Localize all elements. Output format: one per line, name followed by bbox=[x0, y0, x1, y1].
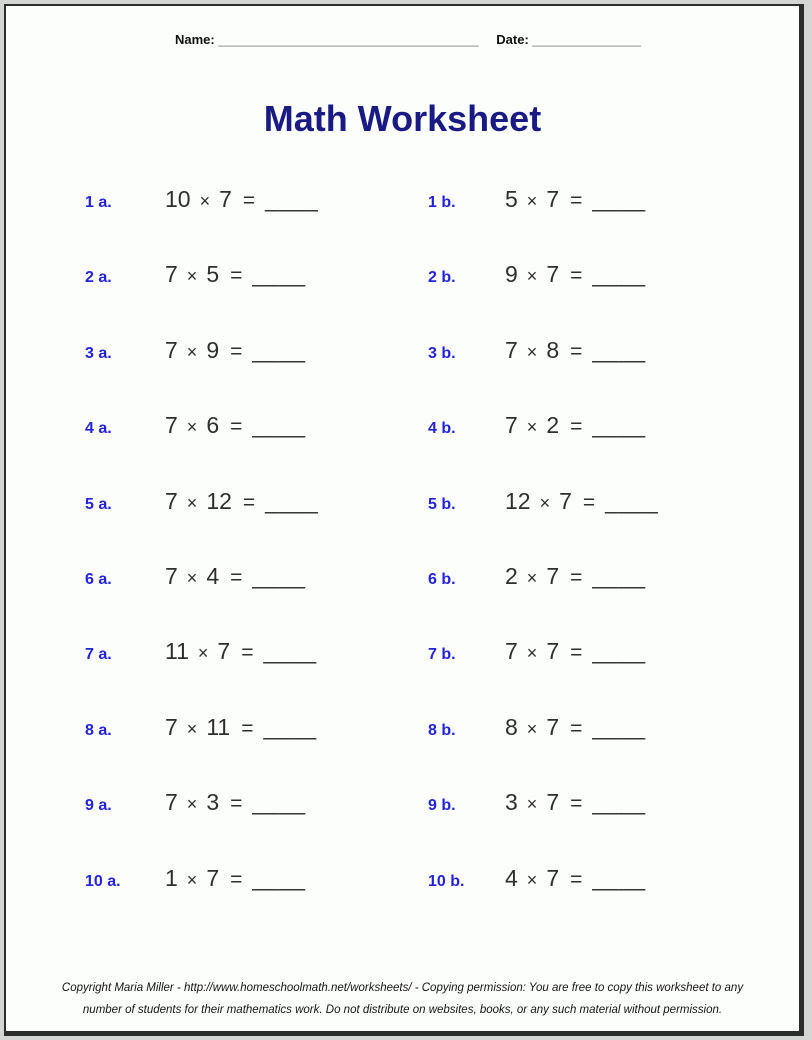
problem-expression bbox=[165, 563, 306, 590]
problem-label: 1 a. bbox=[85, 194, 112, 211]
factor: 5 bbox=[505, 186, 518, 212]
problem-cell-b bbox=[428, 563, 646, 638]
equals-sign: = bbox=[570, 264, 583, 288]
problem-label: 3 b. bbox=[428, 344, 456, 362]
footer-line-1: Copyright Maria Miller - http://www.homeschoolmath.net/worksheets/ - Copying permission: You are free to copy this worksheet to any bbox=[61, 982, 744, 994]
factor: 5 bbox=[206, 261, 220, 288]
problem-expression bbox=[505, 865, 646, 892]
equals-sign: = bbox=[570, 189, 583, 212]
factor: 7 bbox=[505, 412, 518, 439]
equals-sign: = bbox=[570, 641, 583, 665]
times-sign: × bbox=[526, 417, 538, 438]
problem-row bbox=[6, 337, 799, 412]
answer-blank: ____ bbox=[252, 412, 306, 439]
problem-expression bbox=[505, 412, 646, 439]
factor: 7 bbox=[546, 261, 560, 288]
problem-cell-b bbox=[428, 488, 658, 563]
problem-label: 10 a. bbox=[85, 872, 121, 890]
times-sign: × bbox=[186, 567, 198, 588]
answer-blank: ____ bbox=[592, 713, 646, 740]
problem-expression bbox=[505, 261, 646, 288]
factor: 7 bbox=[559, 487, 572, 514]
problem-expression bbox=[505, 488, 658, 515]
factor: 1 bbox=[165, 864, 178, 891]
problem-label: 5 b. bbox=[428, 495, 456, 513]
problem-row bbox=[6, 714, 799, 789]
problem-label: 2 a. bbox=[85, 269, 112, 287]
factor: 12 bbox=[505, 487, 531, 514]
problem-label: 2 b. bbox=[428, 269, 456, 287]
answer-blank: ____ bbox=[592, 789, 646, 816]
problem-label: 6 b. bbox=[428, 570, 456, 588]
problem-cell-a bbox=[85, 261, 428, 336]
answer-blank: ____ bbox=[252, 336, 306, 363]
answer-blank: ____ bbox=[605, 487, 659, 514]
times-sign: × bbox=[186, 718, 198, 739]
problem-cell-a bbox=[85, 789, 428, 864]
factor: 7 bbox=[546, 638, 560, 665]
factor: 7 bbox=[219, 186, 232, 212]
answer-blank: ____ bbox=[252, 562, 306, 589]
factor: 7 bbox=[165, 789, 178, 816]
footer-line-2: number of students for their mathematics work. Do not distribute on websites, books, or any such material without permission. bbox=[82, 1004, 723, 1016]
equals-sign: = bbox=[582, 490, 596, 514]
factor: 2 bbox=[546, 412, 560, 439]
factor: 3 bbox=[505, 789, 518, 816]
equals-sign: = bbox=[230, 415, 243, 439]
factor: 12 bbox=[206, 487, 232, 514]
answer-blank: ____ bbox=[592, 186, 646, 212]
answer-blank: ____ bbox=[592, 336, 646, 363]
equals-sign: = bbox=[230, 792, 243, 816]
problems-grid bbox=[6, 186, 799, 940]
equals-sign: = bbox=[242, 490, 256, 514]
problem-expression bbox=[505, 638, 646, 665]
equals-sign: = bbox=[230, 339, 243, 363]
equals-sign: = bbox=[570, 716, 583, 740]
problem-label: 7 a. bbox=[85, 646, 112, 664]
factor: 10 bbox=[165, 186, 191, 212]
times-sign: × bbox=[199, 191, 211, 211]
problem-expression bbox=[505, 789, 646, 816]
problem-row bbox=[6, 261, 799, 336]
factor: 9 bbox=[206, 336, 220, 363]
copyright-footer bbox=[6, 977, 799, 1021]
factor: 7 bbox=[165, 562, 178, 589]
equals-sign: = bbox=[570, 339, 583, 363]
times-sign: × bbox=[186, 341, 198, 362]
answer-blank: ____ bbox=[592, 261, 646, 288]
times-sign: × bbox=[526, 567, 538, 588]
problem-expression bbox=[505, 714, 646, 741]
factor: 9 bbox=[505, 261, 518, 288]
equals-sign: = bbox=[230, 264, 243, 288]
problem-cell-a bbox=[85, 337, 428, 412]
problem-cell-b bbox=[428, 261, 646, 336]
times-sign: × bbox=[526, 266, 538, 287]
problem-row bbox=[6, 638, 799, 713]
name-label: Name: bbox=[175, 32, 215, 47]
answer-blank: ____ bbox=[252, 789, 306, 816]
equals-sign: = bbox=[230, 867, 243, 891]
problem-cell-b bbox=[428, 638, 646, 713]
answer-blank: ____ bbox=[252, 864, 306, 891]
equals-sign: = bbox=[570, 415, 583, 439]
problem-label: 9 a. bbox=[85, 797, 112, 815]
problem-expression bbox=[165, 337, 306, 364]
times-sign: × bbox=[186, 417, 198, 438]
times-sign: × bbox=[526, 341, 538, 362]
equals-sign: = bbox=[230, 565, 243, 589]
times-sign: × bbox=[526, 869, 538, 890]
problem-cell-a bbox=[85, 714, 428, 789]
answer-blank: ____ bbox=[265, 487, 319, 514]
answer-blank: ____ bbox=[592, 638, 646, 665]
problem-label: 4 a. bbox=[85, 420, 112, 438]
factor: 7 bbox=[165, 713, 178, 740]
problem-row bbox=[6, 865, 799, 940]
equals-sign: = bbox=[241, 716, 254, 740]
problem-row bbox=[6, 789, 799, 864]
factor: 7 bbox=[546, 713, 560, 740]
problem-expression bbox=[165, 186, 318, 213]
answer-blank: ____ bbox=[592, 864, 646, 891]
problem-cell-b bbox=[428, 186, 646, 261]
factor: 4 bbox=[505, 864, 518, 891]
factor: 7 bbox=[505, 638, 518, 665]
problem-cell-a bbox=[85, 412, 428, 487]
problem-cell-a bbox=[85, 638, 428, 713]
problem-cell-b bbox=[428, 789, 646, 864]
problem-cell-a bbox=[85, 186, 428, 261]
problem-label: 8 b. bbox=[428, 721, 456, 739]
name-blank-line: ____________________________________ bbox=[218, 32, 479, 47]
times-sign: × bbox=[197, 643, 209, 664]
answer-blank: ____ bbox=[265, 186, 319, 212]
factor: 4 bbox=[206, 562, 220, 589]
factor: 2 bbox=[505, 562, 518, 589]
worksheet-page bbox=[4, 4, 804, 1036]
problem-expression bbox=[505, 337, 646, 364]
page-title: Math Worksheet bbox=[263, 98, 542, 139]
factor: 11 bbox=[165, 638, 189, 665]
equals-sign: = bbox=[570, 867, 583, 891]
factor: 7 bbox=[165, 412, 178, 439]
times-sign: × bbox=[539, 492, 551, 513]
problem-label: 5 a. bbox=[85, 495, 112, 513]
factor: 8 bbox=[546, 336, 560, 363]
answer-blank: ____ bbox=[252, 261, 306, 288]
factor: 8 bbox=[505, 713, 518, 740]
factor: 7 bbox=[546, 864, 560, 891]
times-sign: × bbox=[186, 869, 198, 890]
factor: 7 bbox=[165, 336, 178, 363]
factor: 7 bbox=[165, 487, 178, 514]
problem-cell-b bbox=[428, 337, 646, 412]
problem-row bbox=[6, 488, 799, 563]
factor: 7 bbox=[165, 261, 178, 288]
factor: 7 bbox=[546, 562, 560, 589]
equals-sign: = bbox=[242, 189, 256, 212]
date-label: Date: bbox=[496, 32, 529, 47]
factor: 7 bbox=[505, 336, 518, 363]
date-group bbox=[496, 32, 641, 47]
problem-cell-a bbox=[85, 865, 428, 940]
times-sign: × bbox=[526, 191, 538, 211]
problem-label: 3 a. bbox=[85, 344, 112, 362]
problem-label: 1 b. bbox=[428, 194, 456, 211]
date-blank-line: _______________ bbox=[532, 32, 641, 47]
problem-expression bbox=[165, 714, 317, 741]
problem-cell-a bbox=[85, 488, 428, 563]
problem-row bbox=[6, 412, 799, 487]
name-date-row bbox=[175, 32, 779, 47]
problem-label: 8 a. bbox=[85, 721, 112, 739]
problem-row bbox=[6, 186, 799, 261]
problem-expression bbox=[165, 865, 306, 892]
problem-label: 10 b. bbox=[428, 872, 465, 890]
times-sign: × bbox=[526, 718, 538, 739]
problem-expression bbox=[165, 789, 306, 816]
problem-cell-b bbox=[428, 714, 646, 789]
problem-expression bbox=[505, 563, 646, 590]
problem-expression bbox=[165, 638, 317, 665]
problem-cell-b bbox=[428, 412, 646, 487]
factor: 3 bbox=[206, 789, 220, 816]
times-sign: × bbox=[526, 794, 538, 815]
factor: 7 bbox=[546, 186, 560, 212]
factor: 7 bbox=[546, 789, 560, 816]
times-sign: × bbox=[186, 794, 198, 815]
equals-sign: = bbox=[570, 565, 583, 589]
problem-label: 4 b. bbox=[428, 420, 456, 438]
times-sign: × bbox=[186, 492, 198, 513]
answer-blank: ____ bbox=[592, 412, 646, 439]
problem-cell-a bbox=[85, 563, 428, 638]
times-sign: × bbox=[186, 266, 198, 287]
factor: 6 bbox=[206, 412, 220, 439]
answer-blank: ____ bbox=[263, 638, 317, 665]
factor: 11 bbox=[206, 713, 231, 740]
equals-sign: = bbox=[241, 641, 254, 665]
problem-expression bbox=[505, 186, 646, 213]
equals-sign: = bbox=[570, 792, 583, 816]
factor: 7 bbox=[206, 864, 220, 891]
problem-label: 6 a. bbox=[85, 570, 112, 588]
problem-expression bbox=[165, 488, 318, 515]
problem-row bbox=[6, 563, 799, 638]
problem-expression bbox=[165, 261, 306, 288]
answer-blank: ____ bbox=[263, 713, 317, 740]
factor: 7 bbox=[217, 638, 231, 665]
answer-blank: ____ bbox=[592, 562, 646, 589]
problem-label: 9 b. bbox=[428, 797, 456, 815]
problem-expression bbox=[165, 412, 306, 439]
times-sign: × bbox=[526, 643, 538, 664]
problem-cell-b bbox=[428, 865, 646, 940]
problem-label: 7 b. bbox=[428, 646, 456, 664]
